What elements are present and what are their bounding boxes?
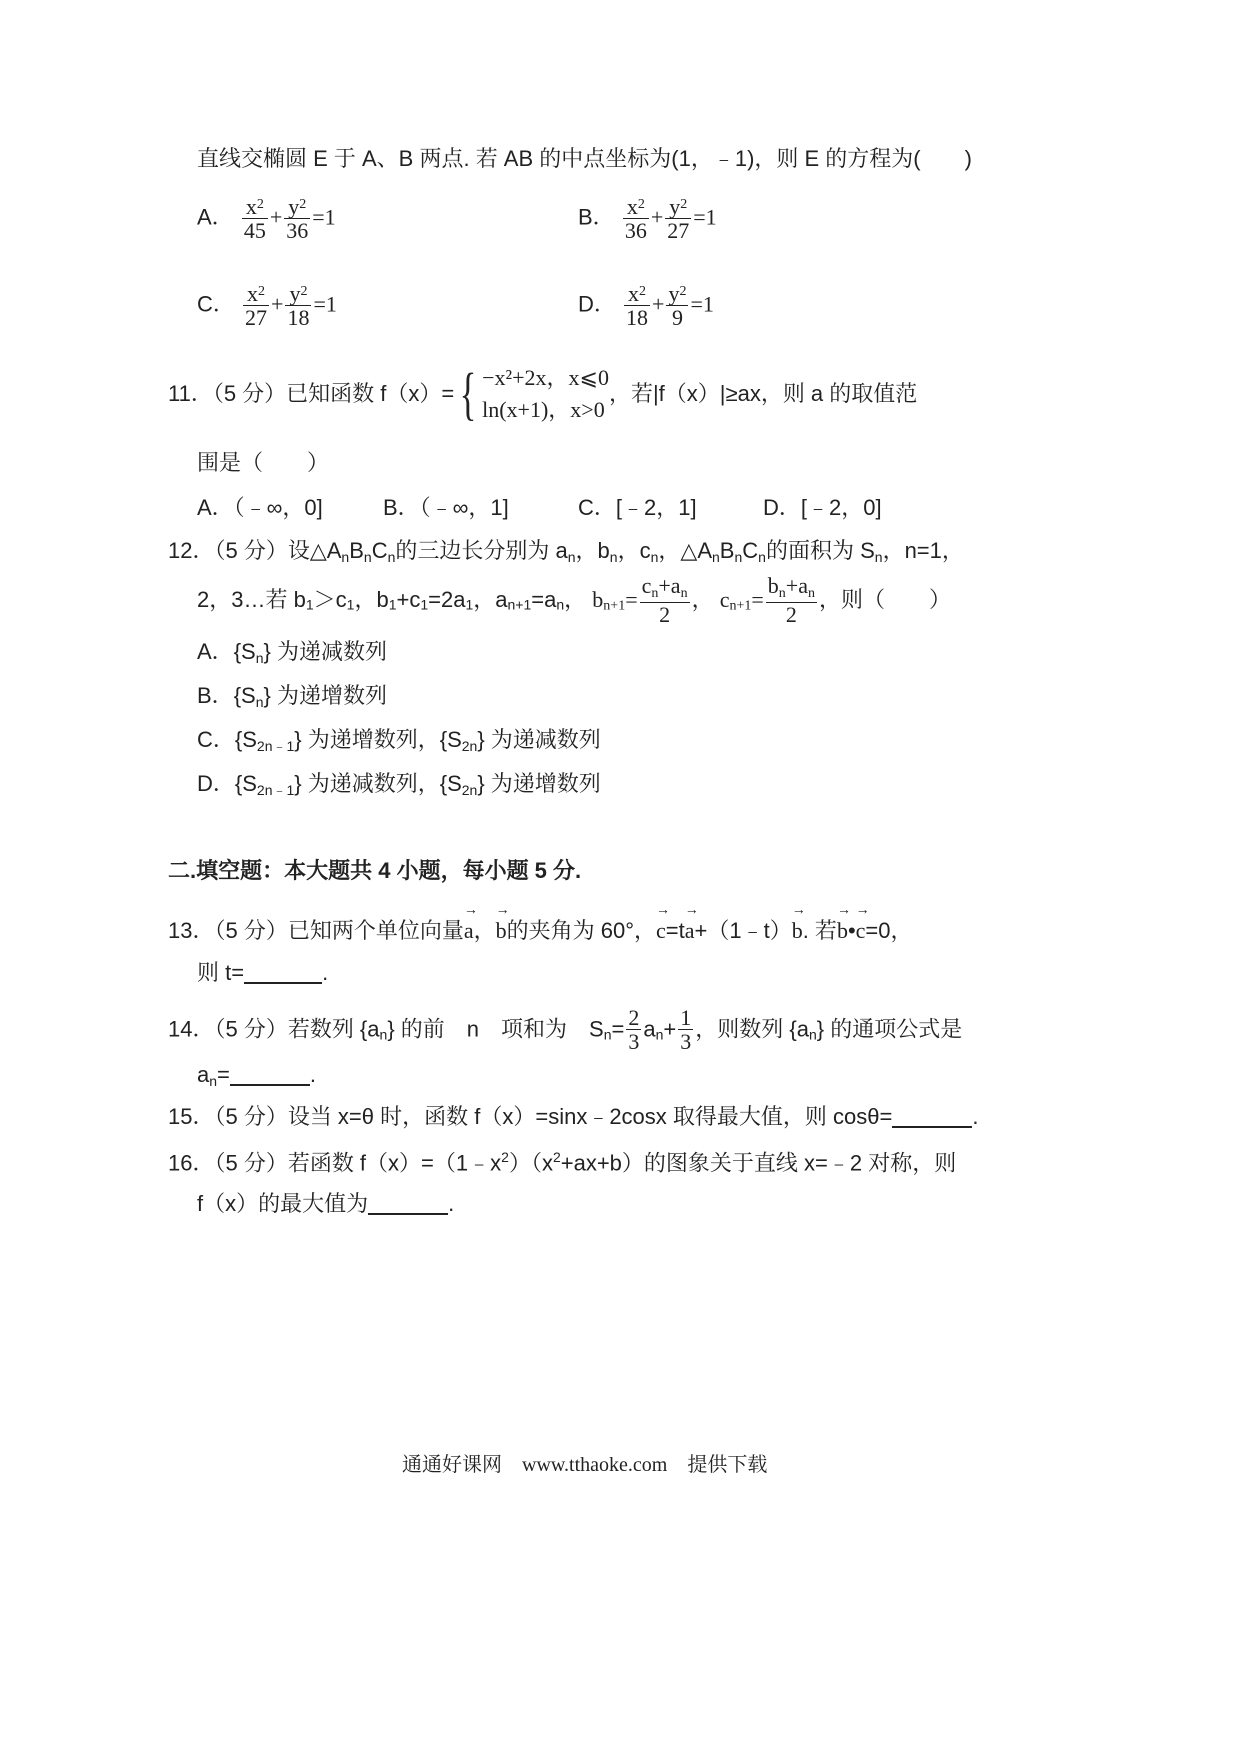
q16-line2: f（x）的最大值为 . xyxy=(197,1191,455,1216)
q10-option-a: A． $\frac{x^2}{45}$ + $\frac{y^2}{36}$ =1 xyxy=(197,194,336,244)
q11-line2: 围是（ ） xyxy=(197,450,330,475)
q11-option-b: B．（﹣∞，1] xyxy=(383,495,509,520)
q12-option-b: B．$\{S_n\}$ 为递增数列 xyxy=(197,683,387,710)
q13-line2: 则 t= . xyxy=(197,960,329,985)
q12-line1: 12．（5 分）设$\triangle A_nB_nC_n$的三边长分别为 $a_n$，$b_n$，$c_n$，$\triangle A_nB_nC_n$的面积为 $S_n$，n=1， xyxy=(168,538,964,565)
q10-option-c: C． $\frac{x^2}{27}$ + $\frac{y^2}{18}$ =1 xyxy=(197,281,337,331)
q11-option-c: C．[﹣2，1] xyxy=(578,495,697,520)
option-label: B． xyxy=(578,204,615,230)
brace-icon: { xyxy=(459,361,477,426)
q13-line1: 13．（5 分）已知两个单位向量→ a，→ b的夹角为 60°，→ c=t→ a+（1﹣t）→ b. 若→ b•→ c=0， xyxy=(168,910,913,942)
q14-line1: 14．（5 分）若数列 $\{a_n\}$ 的前 n 项和为 $S_n=$ $\frac{2}{3}$ $a_n+$ $\frac{1}{3}$ ，则数列 $\{a_n\}$ 的通项公式是 xyxy=(168,1005,963,1055)
q12-option-c: C．$\{S_{2n﹣1}\}$ 为递增数列，$\{S_{2n}\}$ 为递减数列 xyxy=(197,727,601,754)
q16-line1: 16．（5 分）若函数 $f(x)=(1﹣x^2)(x^2+ax+b)$的图象关于直线 x=﹣2 对称，则 xyxy=(168,1149,957,1176)
answer-blank[interactable] xyxy=(368,1197,448,1215)
answer-blank[interactable] xyxy=(230,1068,310,1086)
answer-blank[interactable] xyxy=(244,966,322,984)
q11-line1: 11．（5 分）已知函数 f（x）={ −x²+2x，x⩽0 ln(x+1)，x>0 ，若|f（x）|≥ax，则 a 的取值范 xyxy=(168,361,918,426)
q12-line2: 2，3…若 $b_1>c_1$，$b_1+c_1=2a_1$，$a_{n+1}=a_n$， $b_{n+1}=$ $\frac{c_n+a_n}{2}$ ， $c_{n+1}=$ $\frac{b_n+a_n}{2}$ ，则（ ） xyxy=(197,573,951,627)
q10-option-b: B． $\frac{x^2}{36}$ + $\frac{y^2}{27}$ =1 xyxy=(578,194,717,244)
q12-option-a: A．$\{S_n\}$ 为递减数列 xyxy=(197,639,387,666)
q12-option-d: D．$\{S_{2n﹣1}\}$ 为递减数列，$\{S_{2n}\}$ 为递增数列 xyxy=(197,771,601,798)
q11-option-a: A．（﹣∞，0] xyxy=(197,495,323,520)
option-label: A． xyxy=(197,204,234,230)
page-footer: 通通好课网 www.tthaoke.com 提供下载 xyxy=(402,1454,768,1476)
option-label: C． xyxy=(197,291,235,317)
q15: 15．（5 分）设当 x=θ 时，函数 f（x）=sinx﹣2cosx 取得最大值，则 cosθ= . xyxy=(168,1104,979,1129)
q10-option-d: D． $\frac{x^2}{18}$ + $\frac{y^2}{9}$ =1 xyxy=(578,281,714,331)
q14-line2: $a_n=$ . xyxy=(197,1062,317,1089)
q10-stem: 直线交椭圆 E 于 A、B 两点. 若 AB 的中点坐标为(1，﹣1)，则 E 的方程为( ) xyxy=(197,146,972,171)
section-heading: 二.填空题：本大题共 4 小题，每小题 5 分. xyxy=(168,858,582,883)
answer-blank[interactable] xyxy=(892,1110,972,1128)
q11-option-d: D．[﹣2，0] xyxy=(763,495,882,520)
option-label: D． xyxy=(578,291,616,317)
